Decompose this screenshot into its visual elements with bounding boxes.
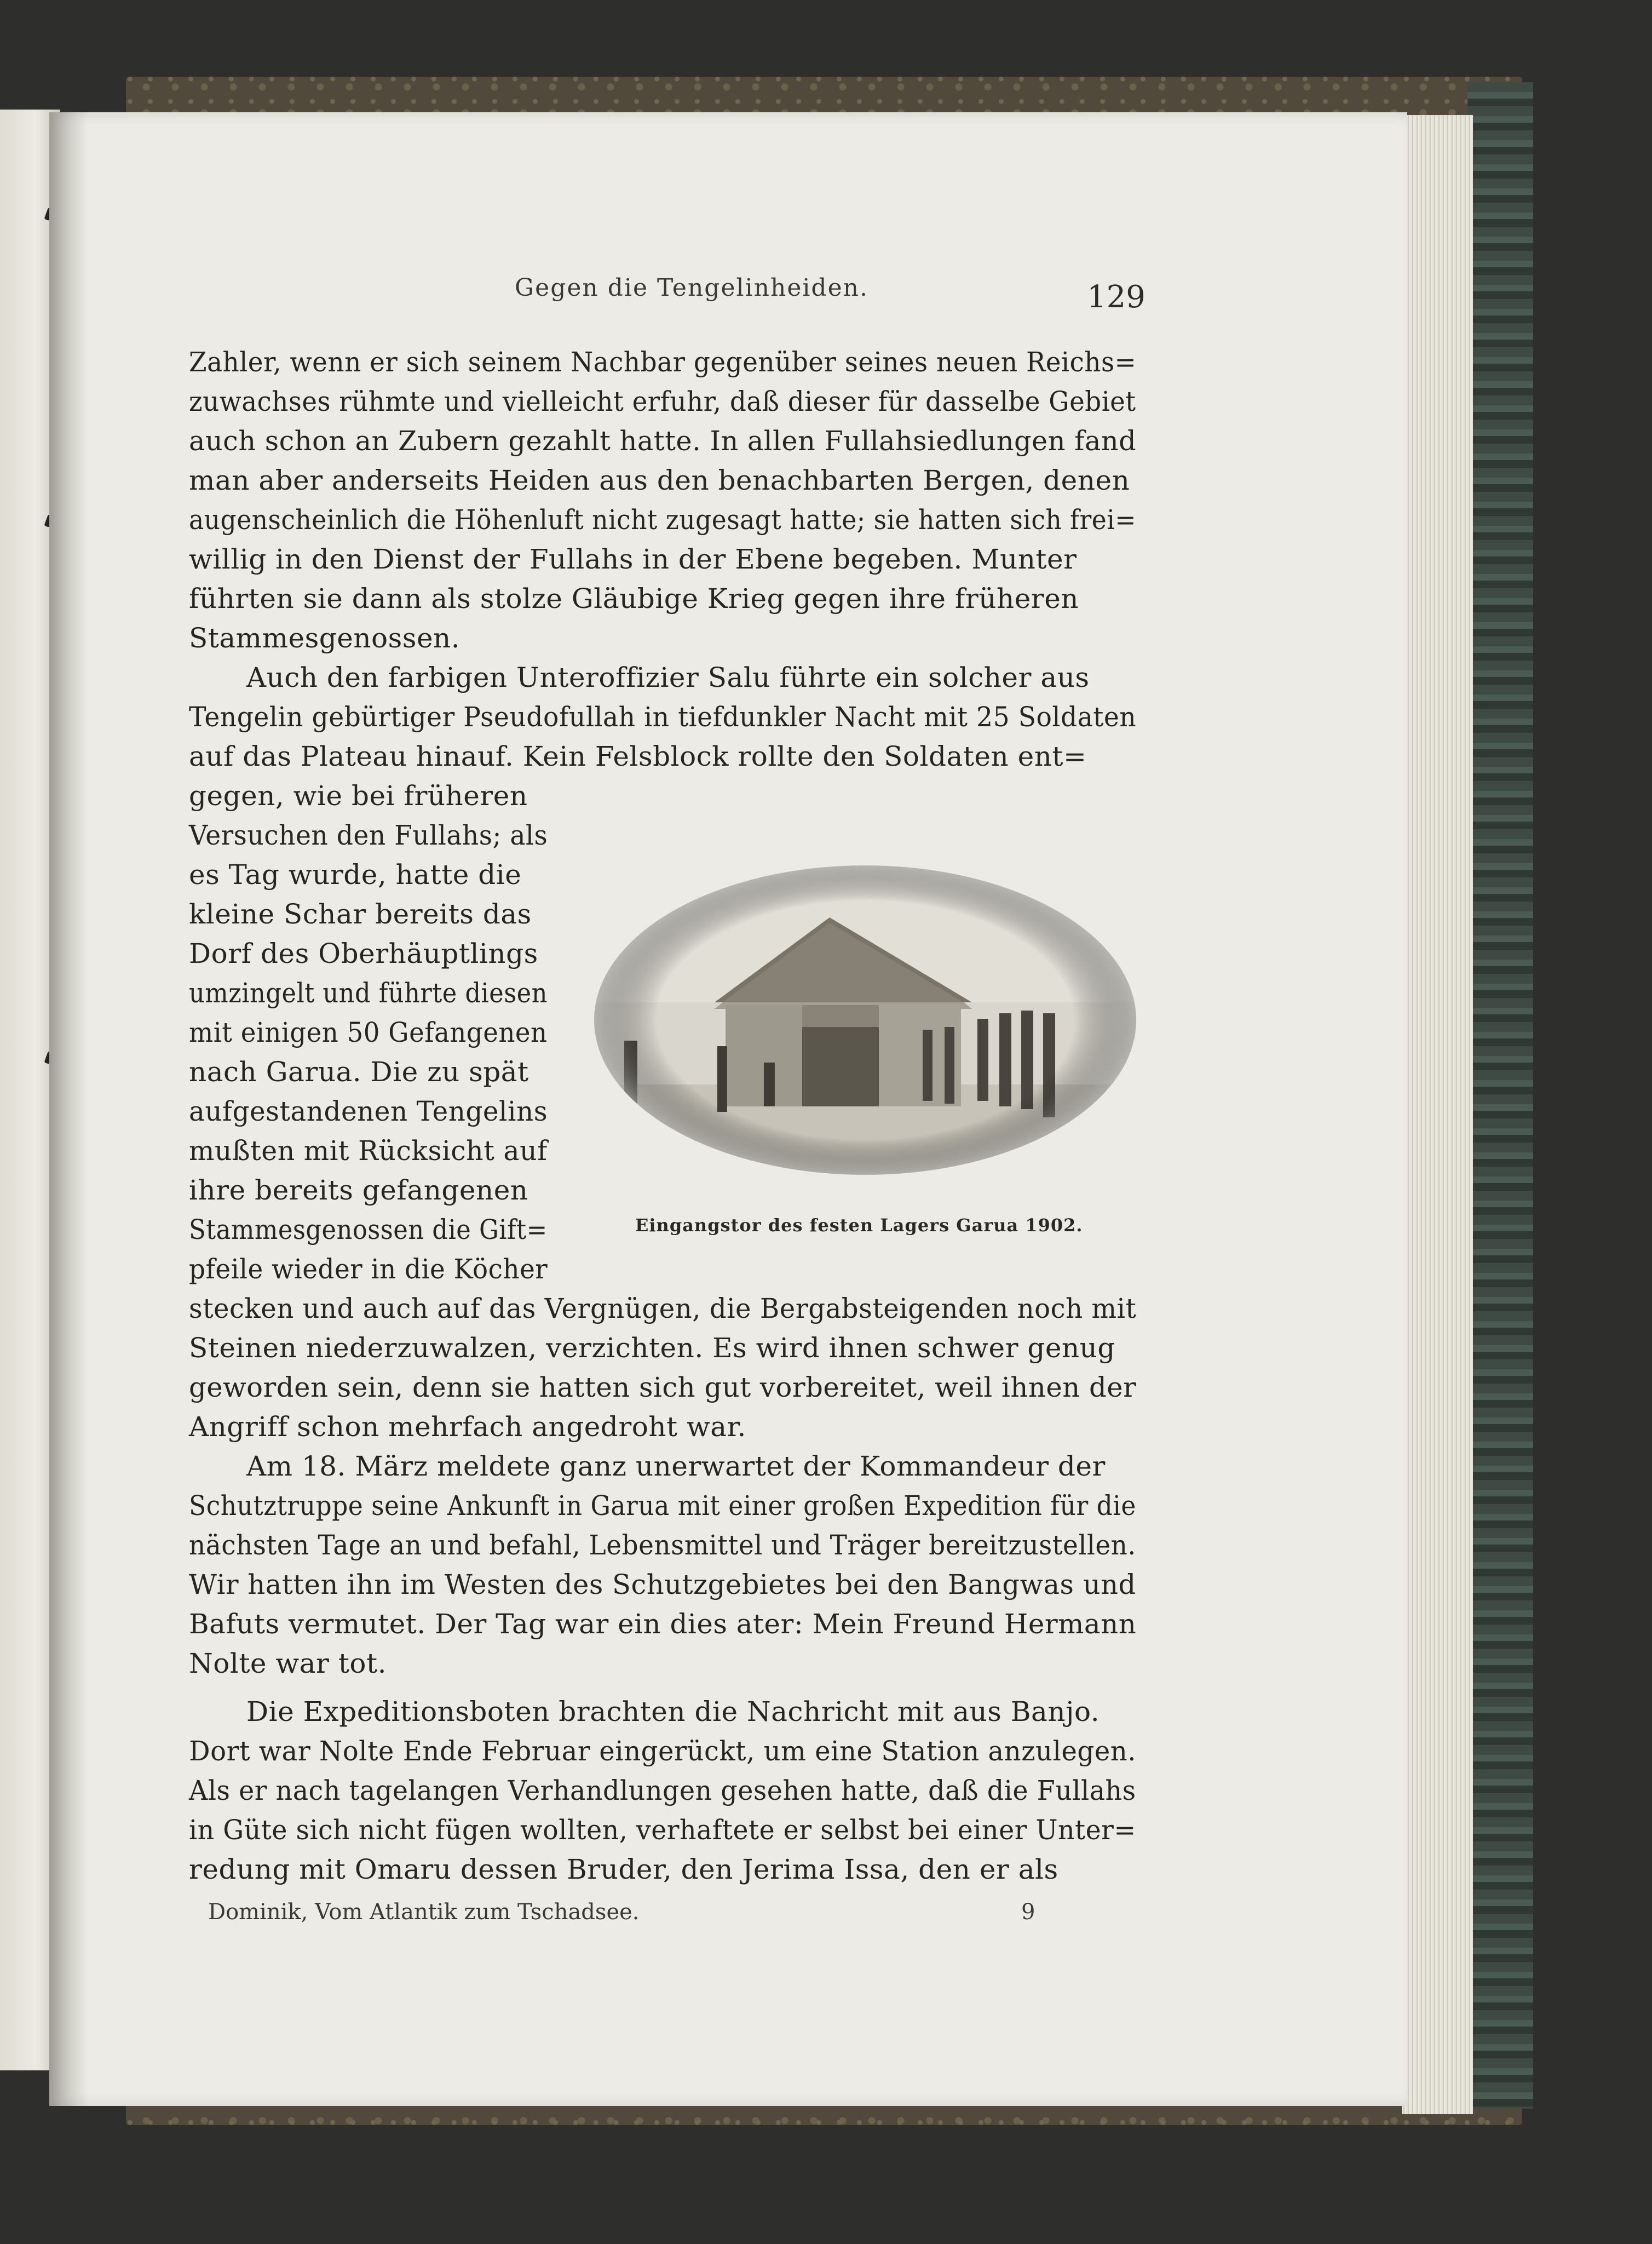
text-line: Dort war Nolte Ende Februar eingerückt, um eine Station anzulegen. xyxy=(189,1735,1137,1767)
text-line: Stammesgenossen die Gift= xyxy=(189,1214,548,1246)
text-line: redung mit Omaru dessen Bruder, den Jerima Issa, den er als xyxy=(189,1853,1058,1885)
figure-caption: Eingangstor des festen Lagers Garua 1902. xyxy=(635,1215,1083,1236)
text-line: man aber anderseits Heiden aus den benachbarten Bergen, denen xyxy=(189,464,1130,496)
text-line: nach Garua. Die zu spät xyxy=(189,1056,529,1088)
running-header: Gegen die Tengelinheiden. xyxy=(515,274,868,302)
text-line: nächsten Tage an und befahl, Lebensmittel und Träger bereitzustellen. xyxy=(189,1529,1136,1561)
text-line: gegen, wie bei früheren xyxy=(189,780,528,812)
text-line: Schutztruppe seine Ankunft in Garua mit einer großen Expedition für die xyxy=(189,1490,1136,1522)
page-number: 129 xyxy=(1087,279,1146,315)
text-line: Stammesgenossen. xyxy=(189,622,461,654)
text-line: Bafuts vermutet. Der Tag war ein dies ater: Mein Freund Hermann xyxy=(189,1608,1137,1640)
text-line: es Tag wurde, hatte die xyxy=(189,859,522,891)
text-line: Angriff schon mehrfach angedroht war. xyxy=(189,1411,746,1443)
text-line: Zahler, wenn er sich seinem Nachbar gegenüber seines neuen Reichs= xyxy=(189,346,1137,378)
figure-illustration xyxy=(594,865,1136,1175)
text-line: ihre bereits gefangenen xyxy=(189,1174,528,1206)
text-line: in Güte sich nicht fügen wollten, verhaftete er selbst bei einer Unter= xyxy=(189,1814,1136,1846)
text-line: stecken und auch auf das Vergnügen, die Bergabsteigenden noch mit xyxy=(189,1293,1137,1324)
text-line: mußten mit Rücksicht auf xyxy=(189,1135,548,1167)
text-line: Die Expeditionsboten brachten die Nachricht mit aus Banjo. xyxy=(246,1696,1100,1728)
text-line: Auch den farbigen Unteroffizier Salu führte ein solcher aus xyxy=(246,662,1090,693)
footer-source: Dominik, Vom Atlantik zum Tschadsee. xyxy=(208,1899,640,1925)
text-line: Tengelin gebürtiger Pseudofullah in tiefdunkler Nacht mit 25 Soldaten xyxy=(189,701,1137,733)
figure-photo xyxy=(594,865,1136,1175)
text-line: pfeile wieder in die Köcher xyxy=(189,1253,548,1285)
text-line: zuwachses rühmte und vielleicht erfuhr, daß dieser für dasselbe Gebiet xyxy=(189,386,1136,417)
text-line: umzingelt und führte diesen xyxy=(189,977,548,1009)
text-line: auch schon an Zubern gezahlt hatte. In allen Fullahsiedlungen fand xyxy=(189,425,1137,457)
text-line: Wir hatten ihn im Westen des Schutzgebietes bei den Bangwas und xyxy=(189,1569,1136,1600)
text-line: führten sie dann als stolze Gläubige Krieg gegen ihre früheren xyxy=(189,583,1079,615)
text-line: auf das Plateau hinauf. Kein Felsblock rollte den Soldaten ent= xyxy=(189,741,1087,772)
text-line: geworden sein, denn sie hatten sich gut vorbereitet, weil ihnen der xyxy=(189,1371,1137,1403)
text-line: kleine Schar bereits das xyxy=(189,898,532,930)
text-line: aufgestandenen Tengelins xyxy=(189,1095,548,1127)
page-block-edges xyxy=(1402,115,1473,2114)
text-line: Am 18. März meldete ganz unerwartet der Kommandeur der xyxy=(246,1450,1106,1482)
text-line: willig in den Dienst der Fullahs in der Ebene begeben. Munter xyxy=(189,543,1077,575)
book-spine-edge xyxy=(1467,82,1533,2109)
text-line: augenscheinlich die Höhenluft nicht zugesagt hatte; sie hatten sich frei= xyxy=(189,504,1137,536)
text-line: Steinen niederzuwalzen, verzichten. Es wird ihnen schwer genug xyxy=(189,1332,1115,1364)
text-line: Dorf des Oberhäuptlings xyxy=(189,938,538,969)
text-line: mit einigen 50 Gefangenen xyxy=(189,1017,548,1048)
text-line: Nolte war tot. xyxy=(189,1648,387,1679)
text-line: Versuchen den Fullahs; als xyxy=(189,819,548,851)
footer-signature: 9 xyxy=(1021,1899,1035,1925)
page-gutter-shadow xyxy=(49,112,88,2106)
text-line: Als er nach tagelangen Verhandlungen gesehen hatte, daß die Fullahs xyxy=(189,1775,1136,1806)
